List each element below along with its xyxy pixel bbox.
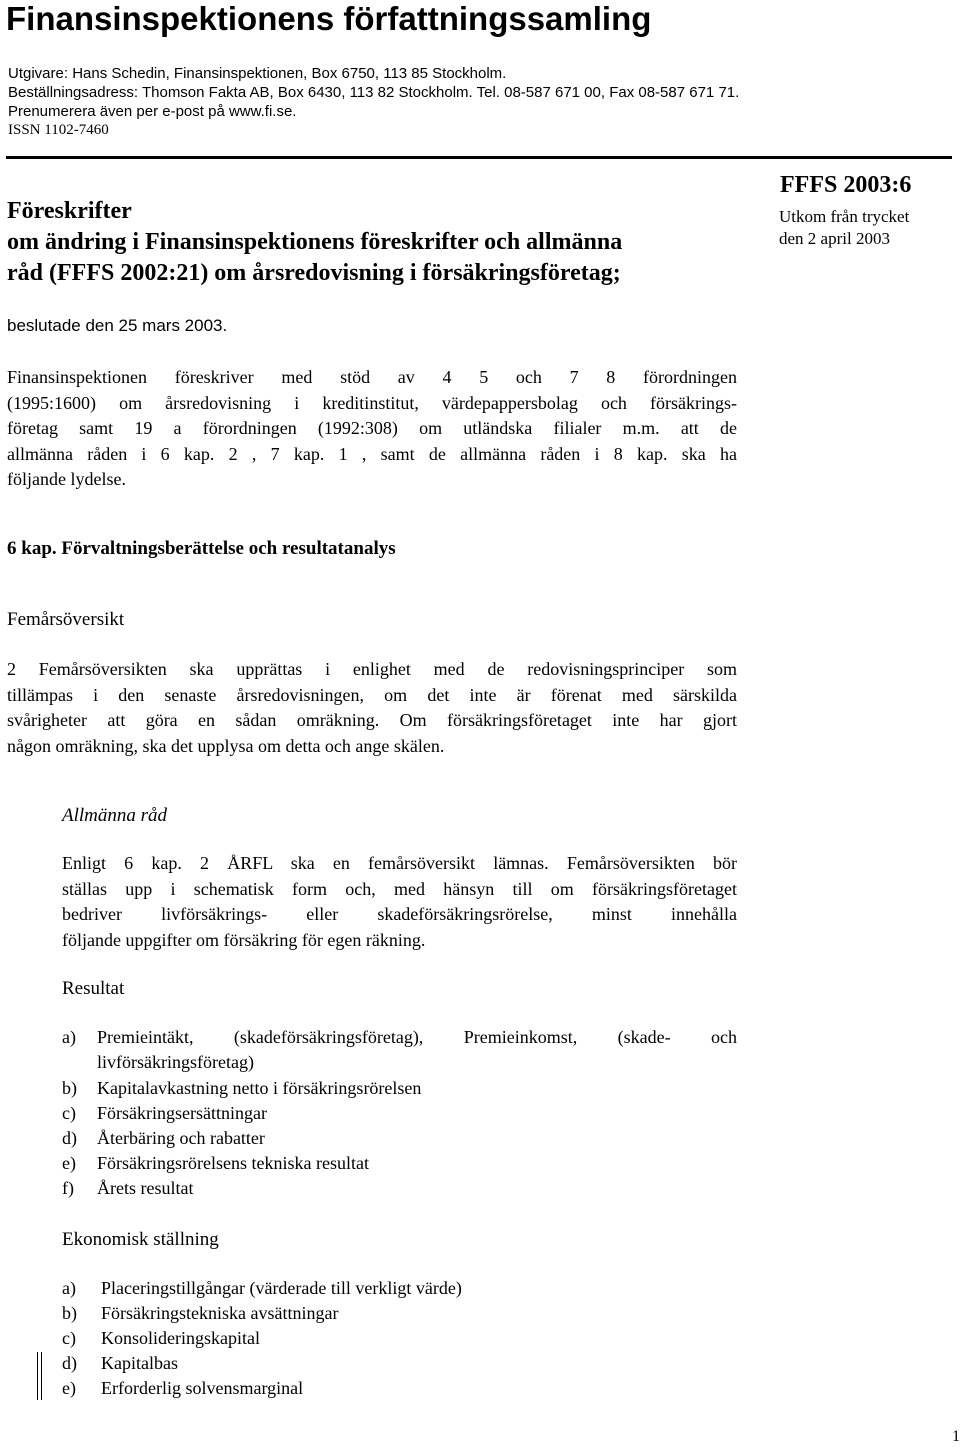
publication-title: Finansinspektionens författningssamling	[6, 0, 652, 37]
intro-line: (1995:1600) om årsredovisning i kreditinstitut, värdepappersbolag och försäkrings-	[7, 392, 737, 413]
paragraph-line: följande uppgifter om försäkring för egen räkning.	[62, 929, 426, 950]
change-bar	[37, 1352, 38, 1400]
list-key: e)	[62, 1378, 76, 1398]
list-text: Kapitalavkastning netto i försäkringsrörelsen	[97, 1078, 422, 1098]
financial-position-heading: Ekonomisk ställning	[62, 1229, 219, 1250]
regulation-title	[7, 196, 727, 289]
regulation-code: FFFS 2003:6	[780, 172, 912, 198]
decision-date: beslutade den 25 mars 2003.	[7, 316, 228, 335]
list-text: Årets resultat	[97, 1178, 194, 1198]
list-text: Återbäring och rabatter	[97, 1128, 265, 1148]
list-key: f)	[62, 1178, 74, 1198]
paragraph-line: svårigheter att göra en sådan omräkning. Om försäkringsföretaget inte har gjort	[7, 710, 737, 730]
intro-paragraph	[7, 365, 737, 493]
paragraph-line: någon omräkning, ska det upplysa om detta och ange skälen.	[7, 735, 445, 756]
list-text: Kapitalbas	[101, 1353, 178, 1373]
paragraph-line: ställas upp i schematisk form och, med hänsyn till om försäkringsföretaget	[62, 878, 737, 899]
list-text: Erforderlig solvensmarginal	[101, 1378, 304, 1398]
list-text: Konsolideringskapital	[101, 1328, 260, 1348]
list-key: a)	[62, 1027, 76, 1047]
issued-line: den 2 april 2003	[779, 229, 890, 248]
paragraph-line: bedriver livförsäkrings- eller skadeförsäkringsrörelse, minst innehålla	[62, 904, 737, 924]
general-advice-paragraph	[62, 851, 737, 953]
list-key: c)	[62, 1103, 76, 1123]
section-2-paragraph	[7, 657, 737, 759]
publisher-line: Utgivare: Hans Schedin, Finansinspektionen, Box 6750, 113 85 Stockholm.	[8, 65, 507, 82]
list-text: Försäkringsersättningar	[97, 1103, 267, 1123]
general-advice-heading: Allmänna råd	[62, 805, 168, 826]
list-key: b)	[62, 1078, 77, 1098]
regulation-title-line: råd (FFFS 2002:21) om årsredovisning i försäkringsföretag;	[7, 260, 621, 286]
paragraph-line: Enligt 6 kap. 2 ÅRFL ska en femårsöversikt lämnas. Femårsöversikten bör	[62, 853, 737, 873]
list-key: b)	[62, 1303, 77, 1323]
list-key: e)	[62, 1153, 76, 1173]
intro-line: Finansinspektionen föreskriver med stöd av 4 5 och 7 8 förordningen	[7, 367, 737, 387]
list-key: d)	[62, 1128, 77, 1148]
page-number: 1	[952, 1428, 960, 1445]
result-heading: Resultat	[62, 978, 125, 999]
issued-line: Utkom från trycket	[779, 207, 910, 226]
list-text: Försäkringstekniska avsättningar	[101, 1303, 339, 1323]
list-text: Försäkringsrörelsens tekniska resultat	[97, 1153, 369, 1173]
paragraph-line: tillämpas i den senaste årsredovisningen, om det inte är förenat med särskilda	[7, 684, 737, 705]
intro-line: företag samt 19 a förordningen (1992:308) om utländska filialer m.m. att de	[7, 418, 737, 438]
paragraph-line: 2 Femårsöversikten ska upprättas i enlighet med de redovisningsprinciper som	[7, 659, 737, 679]
list-key: d)	[62, 1353, 77, 1373]
intro-line: allmänna råden i 6 kap. 2 , 7 kap. 1 , samt de allmänna råden i 8 kap. ska ha	[7, 443, 737, 464]
subscription-line: Prenumerera även per e-post på www.fi.se.	[8, 103, 297, 120]
list-key: c)	[62, 1328, 76, 1348]
issn-line: ISSN 1102-7460	[8, 122, 109, 138]
list-text: Premieintäkt, (skadeförsäkringsföretag), Premieinkomst, (skade- och	[97, 1027, 737, 1047]
list-key: a)	[62, 1278, 76, 1298]
publication-date	[779, 206, 909, 250]
regulation-title-line: om ändring i Finansinspektionens föreskrifter och allmänna	[7, 229, 623, 255]
change-bar	[41, 1352, 42, 1400]
list-text: livförsäkringsföretag)	[97, 1052, 254, 1072]
list-text: Placeringstillgångar (värderade till verkligt värde)	[101, 1278, 462, 1298]
header-rule	[6, 156, 952, 159]
chapter-heading: 6 kap. Förvaltningsberättelse och resultatanalys	[7, 538, 396, 559]
section-heading: Femårsöversikt	[7, 609, 125, 630]
order-address-line: Beställningsadress: Thomson Fakta AB, Box 6430, 113 82 Stockholm. Tel. 08-587 671 00, Fax 08-587 671 71.	[8, 84, 740, 101]
intro-line: följande lydelse.	[7, 469, 126, 489]
regulation-title-line: Föreskrifter	[7, 198, 132, 224]
